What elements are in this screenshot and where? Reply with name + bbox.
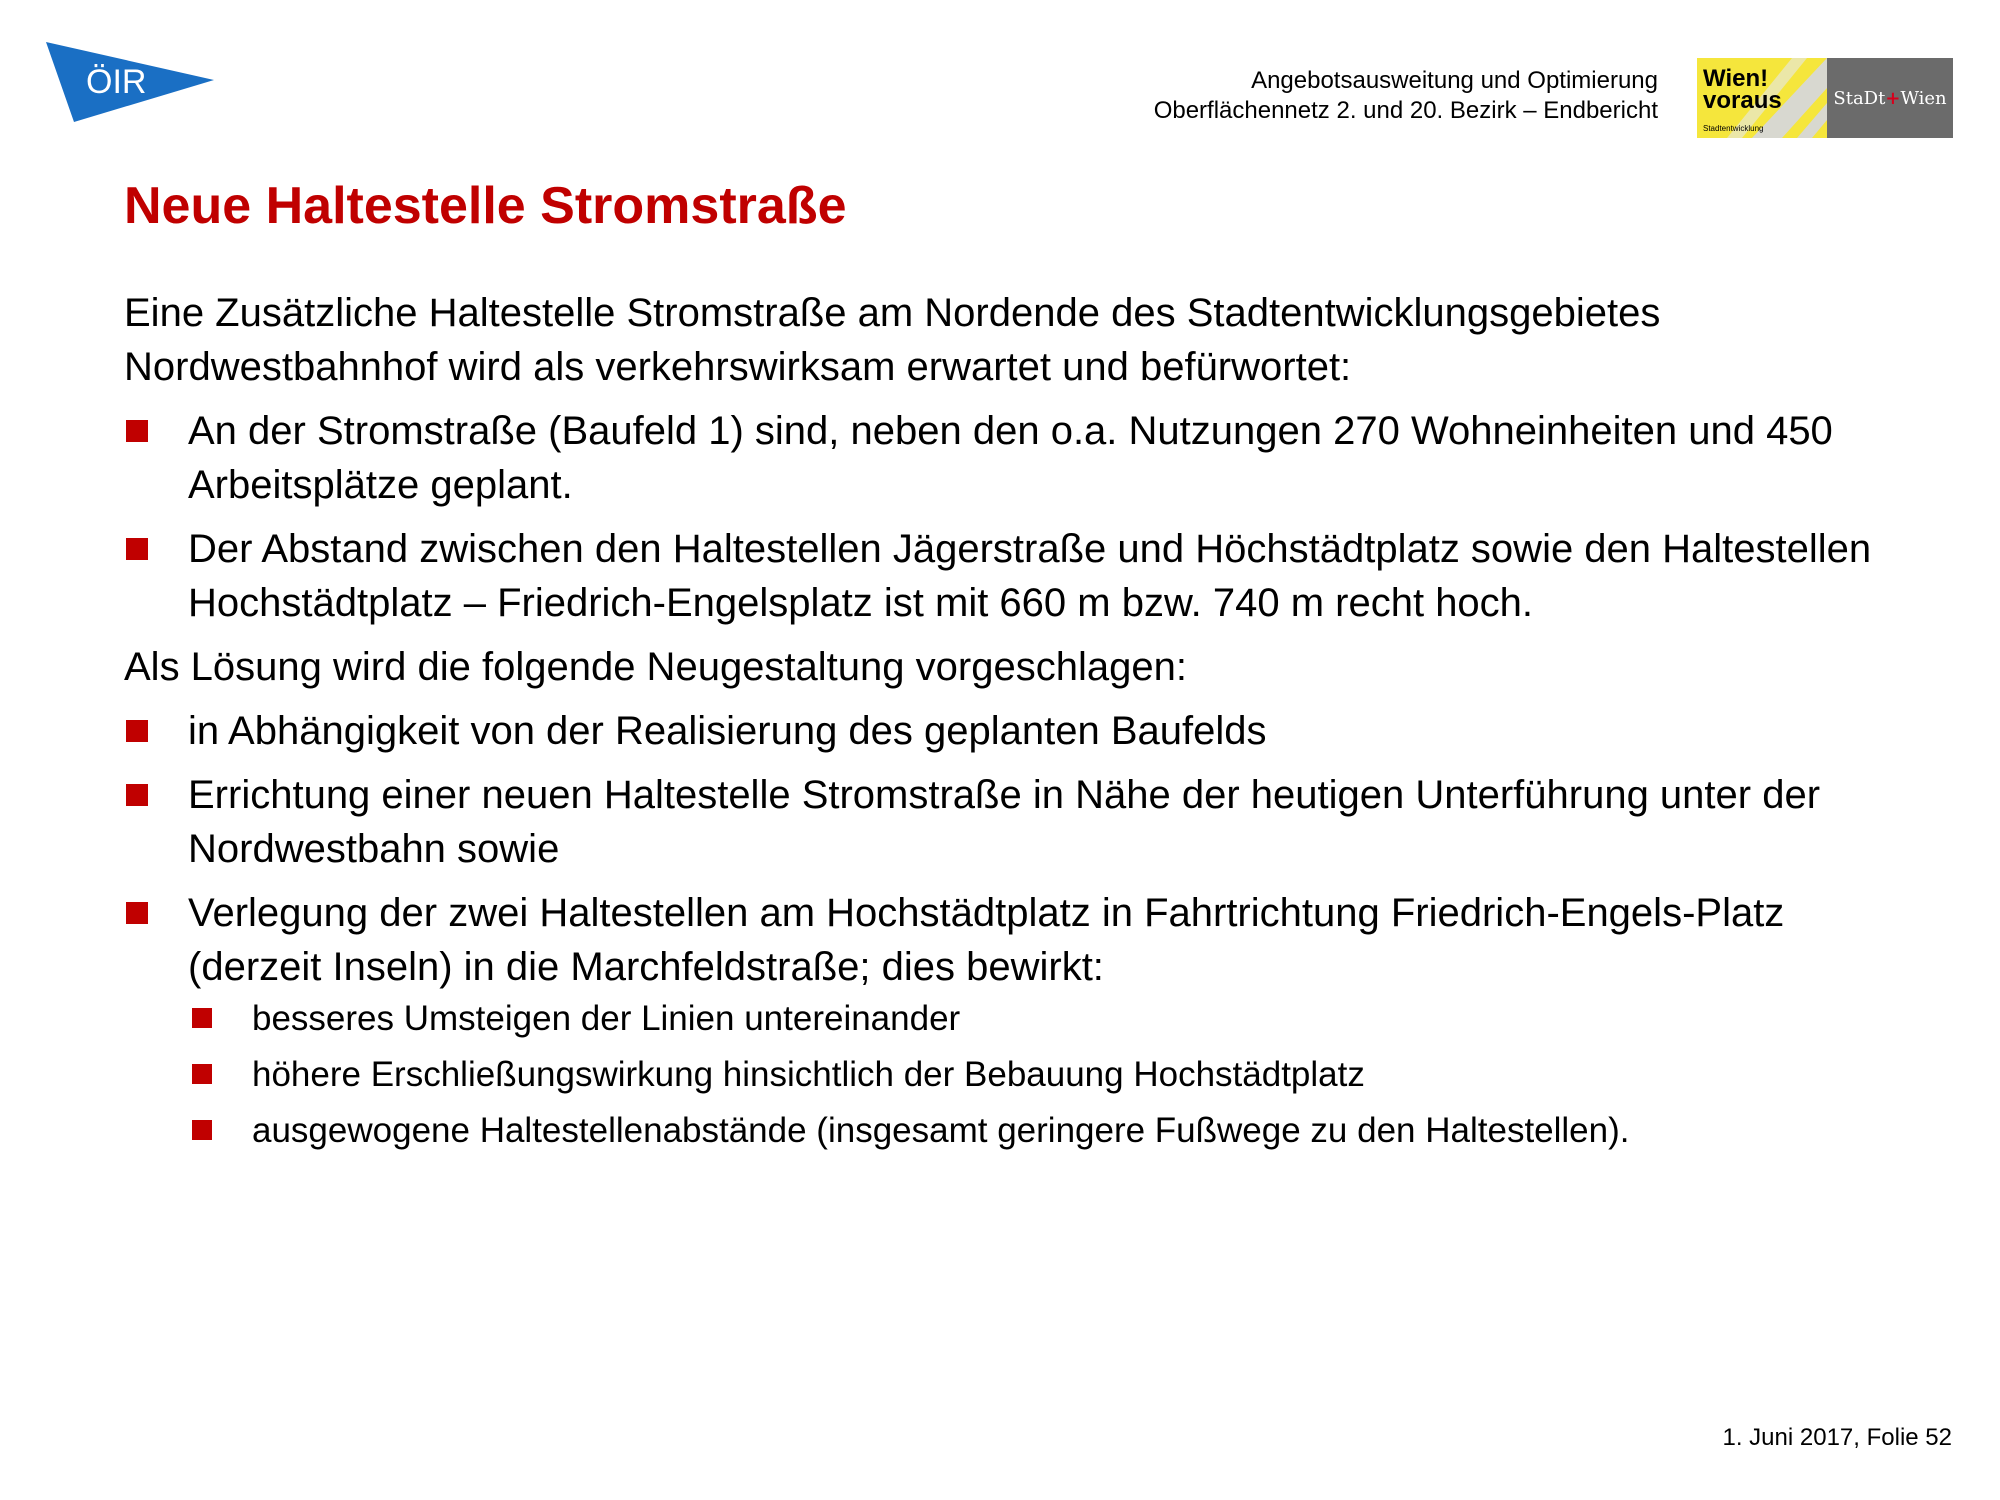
list-item-text: Verlegung der zwei Haltestellen am Hochstädtplatz in Fahrtrichtung Friedrich-Engels-Platz (derzeit Inseln) in die Marchfeldstraße; dies bewirkt: [188, 891, 1785, 989]
header-text [1154, 66, 1658, 126]
list-item: in Abhängigkeit von der Realisierung des geplanten Baufelds [124, 704, 1904, 758]
sub-list-item: ausgewogene Haltestellenabstände (insgesamt geringere Fußwege zu den Haltestellen). [188, 1108, 1904, 1154]
wien-logo-line-1: Wien! [1703, 65, 1769, 92]
page-title: Neue Haltestelle Stromstraße [124, 177, 847, 235]
problem-bullet-list [124, 404, 1904, 630]
footer-date-slide: 1. Juni 2017, Folie 52 [1722, 1424, 1952, 1451]
intro-paragraph: Eine Zusätzliche Haltestelle Stromstraße am Nordende des Stadtentwicklungsgebietes Nordwestbahnhof wird als verkehrswirksam erwartet und befürwortet: [124, 291, 1661, 389]
oir-logo-text: ÖIR [86, 63, 147, 101]
wien-logo-line-3: Stadtentwicklung [1703, 124, 1764, 133]
stadt-logo-plus: + [1885, 87, 1901, 109]
list-item: Der Abstand zwischen den Haltestellen Jägerstraße und Höchstädtplatz sowie den Haltestellen Hochstädtplatz – Friedrich-Engelsplatz ist mit 660 m bzw. 740 m recht hoch. [124, 522, 1904, 630]
header-line-1: Angebotsausweitung und Optimierung [1251, 67, 1658, 94]
header-line-2: Oberflächennetz 2. und 20. Bezirk – Endbericht [1153, 97, 1658, 124]
sub-bullet-list [188, 996, 1904, 1154]
stadt-logo-right: Wien [1900, 87, 1947, 109]
stadt-wien-logo [1827, 58, 1953, 138]
oir-logo [44, 40, 214, 124]
list-item: Errichtung einer neuen Haltestelle Stromstraße in Nähe der heutigen Unterführung unter der Nordwestbahn sowie [124, 768, 1904, 876]
wien-voraus-logo [1697, 58, 1827, 138]
slide-content [124, 286, 1904, 1164]
solution-bullet-list [124, 704, 1904, 1154]
sub-list-item: besseres Umsteigen der Linien untereinander [188, 996, 1904, 1042]
sub-list-item: höhere Erschließungswirkung hinsichtlich der Bebauung Hochstädtplatz [188, 1052, 1904, 1098]
solution-intro: Als Lösung wird die folgende Neugestaltung vorgeschlagen: [124, 645, 1187, 689]
list-item-with-sublist [124, 886, 1904, 1154]
stadt-logo-left: StaDt [1833, 87, 1886, 109]
list-item: An der Stromstraße (Baufeld 1) sind, neben den o.a. Nutzungen 270 Wohneinheiten und 450 Arbeitsplätze geplant. [124, 404, 1904, 512]
wien-logo-line-2: voraus [1703, 87, 1782, 114]
